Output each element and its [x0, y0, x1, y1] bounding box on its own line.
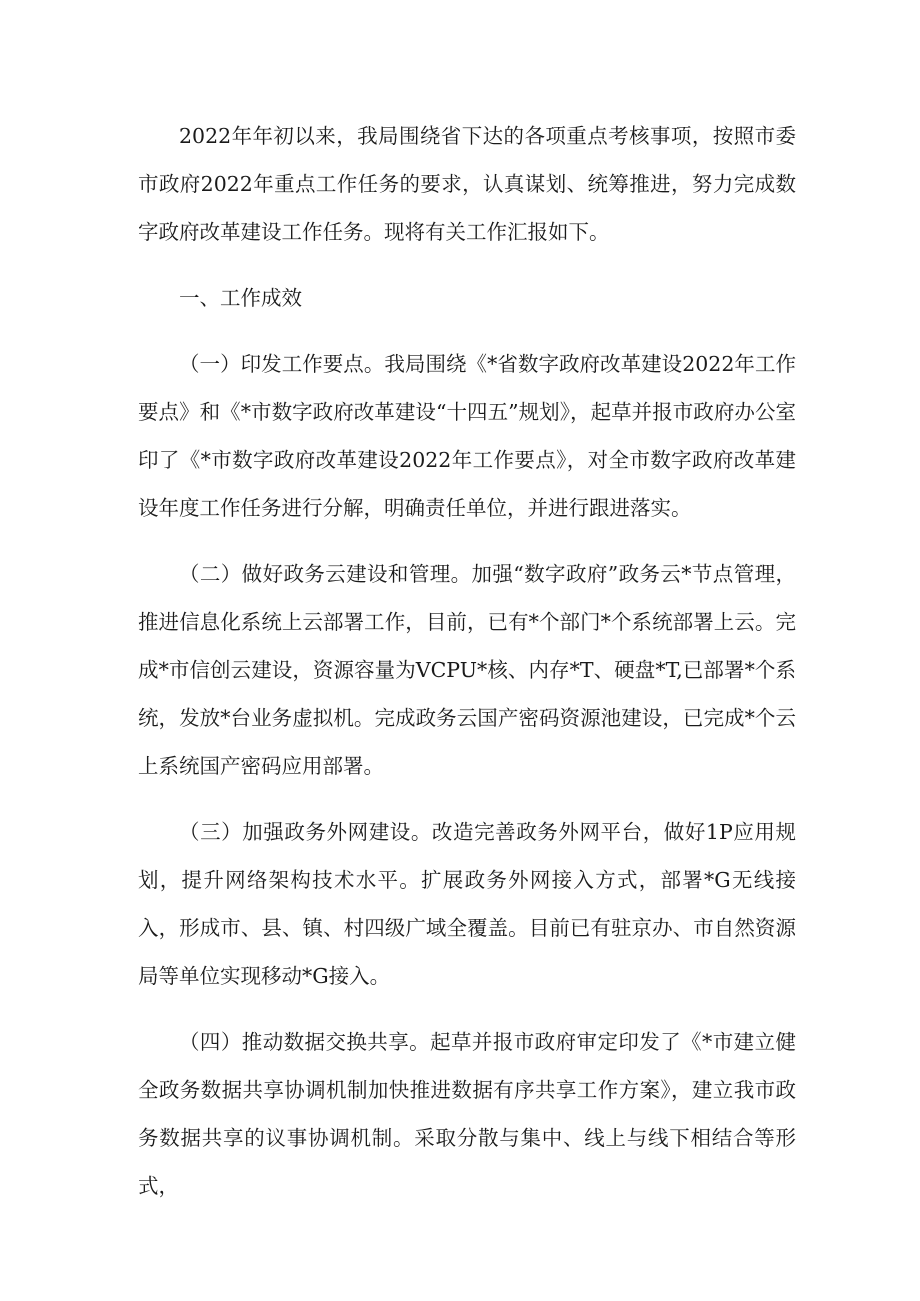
intro-paragraph: 2022年年初以来，我局围绕省下达的各项重点考核事项，按照市委市政府2022年重点工作任务的要求，认真谋划、统筹推进，努力完成数字政府改革建设工作任务。现将有关工作汇报如下。: [138, 124, 796, 244]
document-body: [138, 112, 796, 1228]
item-paragraph-1: （一）印发工作要点。我局围绕《*省数字政府改革建设2022年工作要点》和《*市数字政府改革建设“十四五”规划》，起草并报市政府办公室印了《*市数字政府改革建设2022年工作要点》，对全市数字政府改革建设年度工作任务进行分解，明确责任单位，并进行跟进落实。: [138, 352, 796, 520]
section-heading-achievements: 一、工作成效: [179, 286, 302, 310]
item-paragraph-2: （二）做好政务云建设和管理。加强“数字政府”政务云*节点管理，推进信息化系统上云部署工作，目前，已有*个部门*个系统部署上云。完成*市信创云建设，资源容量为VCPU*核、内存*T、硬盘*T,已部署*个系统，发放*台业务虚拟机。完成政务云国产密码资源池建设，已完成*个云上系统国产密码应用部署。: [138, 562, 796, 778]
item-paragraph-4: （四）推动数据交换共享。起草并报市政府审定印发了《*市建立健全政务数据共享协调机制加快推进数据有序共享工作方案》，建立我市政务数据共享的议事协调机制。采取分散与集中、线上与线下相结合等形式，: [138, 1030, 796, 1198]
item-paragraph-3: （三）加强政务外网建设。改造完善政务外网平台，做好1P应用规划，提升网络架构技术水平。扩展政务外网接入方式，部署*G无线接入，形成市、县、镇、村四级广域全覆盖。目前已有驻京办、市自然资源局等单位实现移动*G接入。: [138, 820, 796, 988]
